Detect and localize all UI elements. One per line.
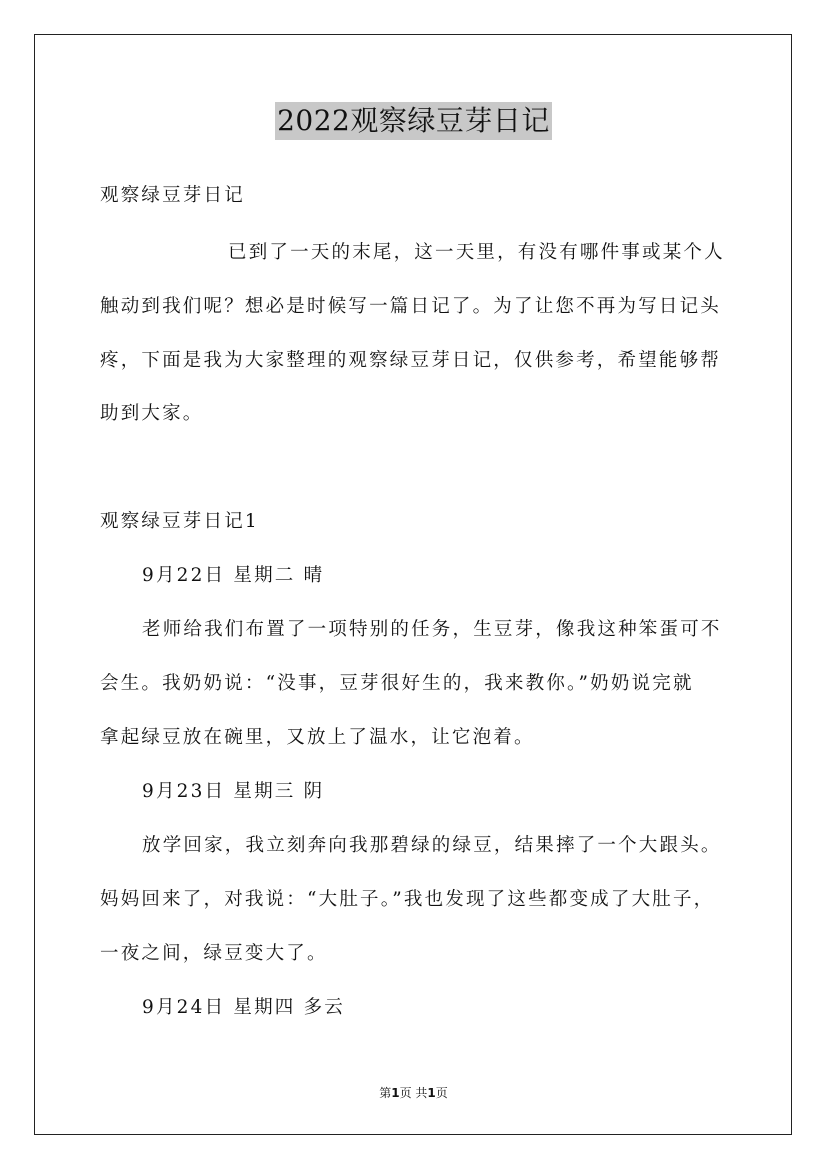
footer-suffix: 页 [435, 1086, 448, 1100]
entry-date: 9月23日 星期三 阴 [142, 781, 325, 802]
page-footer [0, 1084, 827, 1101]
intro-line: 助到大家。 [100, 403, 204, 424]
footer-page-current: 1 [391, 1086, 400, 1100]
footer-mid: 页 共 [399, 1086, 428, 1100]
footer-prefix: 第 [379, 1086, 392, 1100]
subtitle: 观察绿豆芽日记 [100, 185, 245, 206]
entry-date: 9月22日 星期二 晴 [142, 565, 325, 586]
title-container [0, 102, 827, 140]
intro-line: 疼，下面是我为大家整理的观察绿豆芽日记，仅供参考，希望能够帮 [100, 350, 722, 371]
footer-page-total: 1 [427, 1086, 436, 1100]
entry-date: 9月24日 星期四 多云 [142, 997, 345, 1018]
document-title: 2022观察绿豆芽日记 [275, 102, 552, 140]
section-heading: 观察绿豆芽日记1 [100, 511, 259, 532]
entry-line: 放学回家，我立刻奔向我那碧绿的绿豆，结果摔了一个大跟头。 [142, 835, 722, 856]
entry-line: 妈妈回来了，对我说：“大肚子。”我也发现了这些都变成了大肚子， [100, 889, 715, 910]
intro-line: 已到了一天的末尾，这一天里，有没有哪件事或某个人 [228, 242, 725, 263]
entry-line: 一夜之间，绿豆变大了。 [100, 943, 328, 964]
entry-line: 会生。我奶奶说：“没事，豆芽很好生的，我来教你。”奶奶说完就 [100, 673, 694, 694]
entry-line: 老师给我们布置了一项特别的任务，生豆芽，像我这种笨蛋可不 [142, 619, 722, 640]
entry-line: 拿起绿豆放在碗里，又放上了温水，让它泡着。 [100, 727, 535, 748]
intro-line: 触动到我们呢？想必是时候写一篇日记了。为了让您不再为写日记头 [100, 296, 722, 317]
